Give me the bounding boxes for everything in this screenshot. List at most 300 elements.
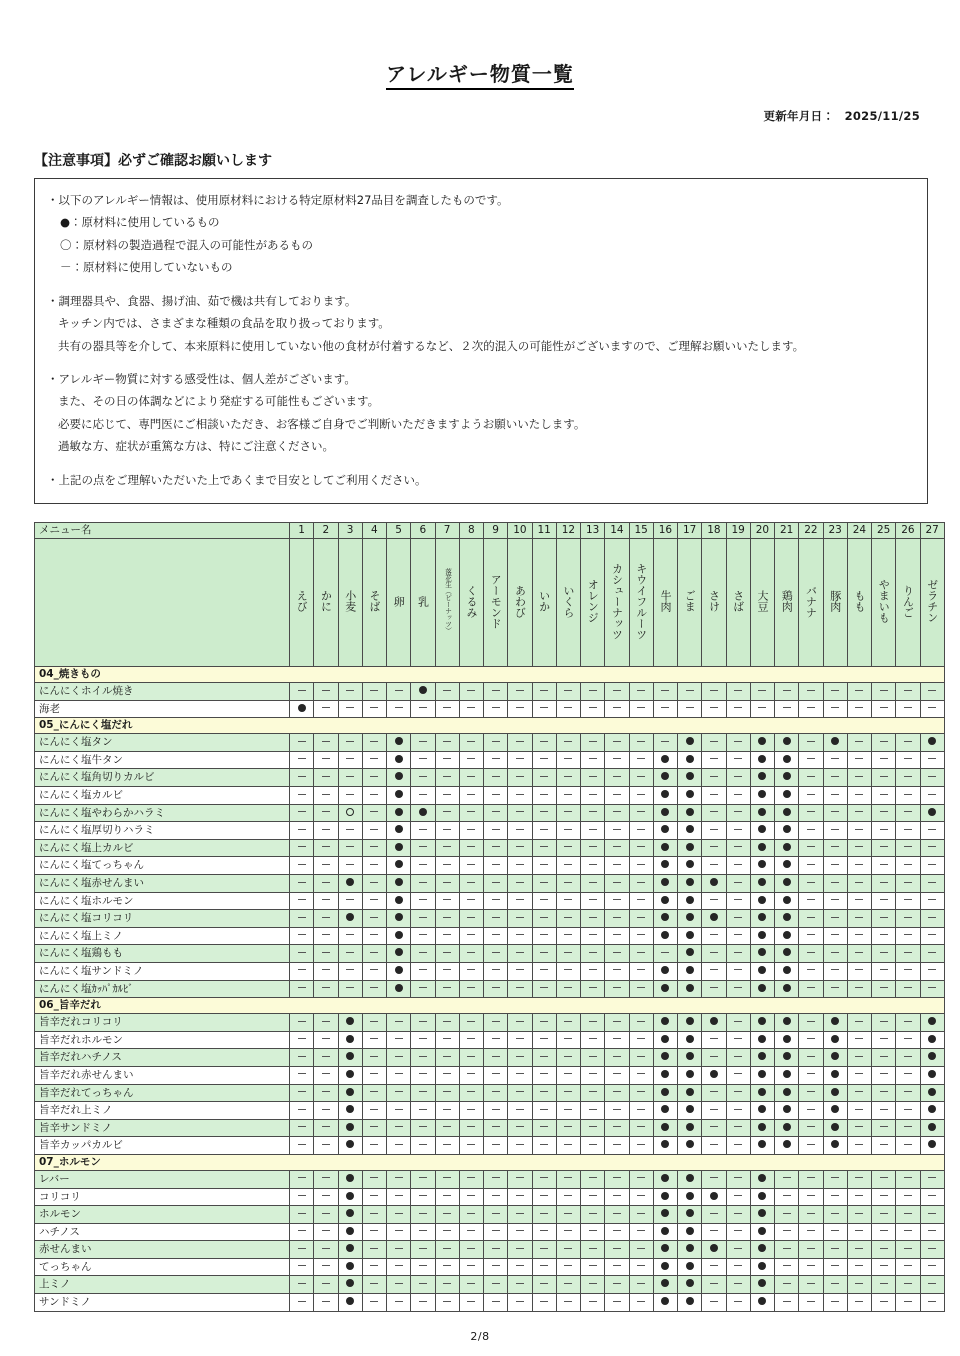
mark-none-icon [928,829,936,830]
allergen-cell-11 [532,962,556,980]
mark-none-icon [467,1126,475,1127]
mark-none-icon [831,952,839,953]
mark-none-icon [855,846,863,847]
footer-page-number: 2/8 [470,1329,490,1343]
mark-none-icon [589,1265,597,1266]
allergen-cell-9 [484,1276,508,1294]
allergen-cell-10 [508,892,532,910]
menu-item-name: 旨辛だれコリコリ [35,1014,290,1032]
allergen-cell-16 [653,910,677,928]
allergen-cell-9 [484,804,508,822]
allergen-cell-21 [775,804,799,822]
mark-contains-icon [783,1070,791,1078]
allergen-header-13 [581,539,605,667]
mark-contains-icon [710,1070,718,1078]
mark-none-icon [540,1038,548,1039]
mark-none-icon [540,690,548,691]
allergen-cell-4 [362,910,386,928]
allergen-cell-20 [750,787,774,805]
mark-none-icon [637,1091,645,1092]
allergen-cell-1 [290,1276,314,1294]
mark-contains-icon [395,860,403,868]
mark-none-icon [419,952,427,953]
mark-none-icon [904,1265,912,1266]
mark-none-icon [516,1144,524,1145]
mark-none-icon [855,811,863,812]
mark-none-icon [904,882,912,883]
menu-item-name: にんにく塩コリコリ [35,910,290,928]
mark-contains-icon [661,1123,669,1131]
mark-none-icon [346,758,354,759]
allergen-cell-3 [338,1137,362,1155]
mark-none-icon [928,1265,936,1266]
mark-none-icon [734,969,742,970]
mark-none-icon [637,1038,645,1039]
notice-box [34,178,928,504]
allergen-cell-14 [605,857,629,875]
allergen-cell-7 [435,683,459,701]
mark-none-icon [419,882,427,883]
allergen-cell-9 [484,683,508,701]
mark-none-icon [370,1021,378,1022]
allergen-cell-14 [605,1294,629,1312]
mark-none-icon [298,1038,306,1039]
allergen-cell-10 [508,839,532,857]
mark-contains-icon [831,737,839,745]
allergen-cell-27 [920,769,944,787]
allergen-cell-11 [532,857,556,875]
mark-contains-icon [346,1017,354,1025]
allergen-cell-14 [605,1031,629,1049]
notice-line: 過敏な方、症状が重篤な方は、特にご注意ください。 [58,439,334,454]
allergen-cell-22 [799,927,823,945]
allergen-cell-16 [653,1066,677,1084]
allergen-cell-23 [823,1170,847,1188]
allergen-cell-17 [678,927,702,945]
allergen-header-7 [435,539,459,667]
allergen-cell-14 [605,1258,629,1276]
allergen-cell-7 [435,1014,459,1032]
mark-none-icon [904,846,912,847]
allergen-cell-2 [314,1119,338,1137]
mark-none-icon [855,1109,863,1110]
mark-none-icon [904,969,912,970]
allergen-cell-26 [896,927,920,945]
mark-none-icon [516,1091,524,1092]
allergen-cell-13 [581,1084,605,1102]
allergen-cell-27 [920,1170,944,1188]
allergen-cell-7 [435,1137,459,1155]
allergen-cell-8 [459,1258,483,1276]
mark-none-icon [904,899,912,900]
menu-item-name: にんにくホイル焼き [35,683,290,701]
allergen-cell-11 [532,1066,556,1084]
mark-none-icon [298,1021,306,1022]
allergen-cell-15 [629,1119,653,1137]
allergen-cell-20 [750,875,774,893]
allergen-cell-5 [387,839,411,857]
mark-none-icon [564,1213,572,1214]
allergen-name-label: 豚肉 [828,590,842,613]
allergen-cell-10 [508,857,532,875]
mark-none-icon [516,864,524,865]
allergen-cell-12 [556,945,580,963]
allergen-cell-24 [847,751,871,769]
mark-none-icon [880,1144,888,1145]
allergen-cell-3 [338,769,362,787]
mark-none-icon [589,1213,597,1214]
notice-line: 必要に応じて、専門医にご相談いただき、お客様ご自身でご判断いただきますようお願いいたします。 [58,416,586,431]
allergen-cell-22 [799,1258,823,1276]
allergen-cell-1 [290,1258,314,1276]
allergen-cell-16 [653,1170,677,1188]
allergen-header-24 [847,539,871,667]
mark-none-icon [370,1213,378,1214]
mark-none-icon [613,846,621,847]
mark-none-icon [467,1109,475,1110]
mark-none-icon [492,1265,500,1266]
allergen-cell-21 [775,839,799,857]
mark-none-icon [419,1195,427,1196]
mark-none-icon [710,690,718,691]
mark-none-icon [395,1038,403,1039]
allergen-cell-12 [556,1188,580,1206]
mark-none-icon [540,846,548,847]
allergen-number-4: 4 [362,523,386,539]
mark-none-icon [758,690,766,691]
mark-none-icon [467,846,475,847]
allergen-cell-19 [726,1102,750,1120]
allergen-cell-13 [581,822,605,840]
mark-none-icon [855,1021,863,1022]
allergen-header-23 [823,539,847,667]
mark-none-icon [370,811,378,812]
mark-none-icon [928,794,936,795]
allergen-cell-15 [629,1102,653,1120]
allergen-cell-24 [847,700,871,718]
mark-none-icon [395,1109,403,1110]
allergen-cell-24 [847,1241,871,1259]
allergen-cell-2 [314,927,338,945]
mark-none-icon [443,794,451,795]
allergen-cell-18 [702,804,726,822]
allergen-cell-9 [484,734,508,752]
mark-contains-icon [783,737,791,745]
allergen-cell-23 [823,734,847,752]
allergen-header-21 [775,539,799,667]
mark-contains-icon [346,913,354,921]
allergen-cell-23 [823,683,847,701]
mark-contains-icon [758,825,766,833]
mark-none-icon [807,776,815,777]
allergen-cell-14 [605,1276,629,1294]
allergen-cell-14 [605,1014,629,1032]
allergen-number-1: 1 [290,523,314,539]
allergen-cell-24 [847,962,871,980]
allergen-cell-11 [532,751,556,769]
mark-none-icon [904,776,912,777]
allergen-cell-14 [605,945,629,963]
allergen-cell-2 [314,839,338,857]
allergen-cell-4 [362,980,386,998]
allergen-cell-15 [629,1049,653,1067]
allergen-cell-7 [435,1066,459,1084]
allergen-cell-20 [750,822,774,840]
mark-none-icon [419,1056,427,1057]
allergen-cell-10 [508,1188,532,1206]
mark-none-icon [516,969,524,970]
mark-none-icon [370,864,378,865]
mark-none-icon [710,1230,718,1231]
mark-none-icon [807,882,815,883]
allergen-cell-22 [799,1014,823,1032]
mark-none-icon [807,1283,815,1284]
mark-none-icon [637,1144,645,1145]
allergen-cell-3 [338,1014,362,1032]
allergen-cell-1 [290,1014,314,1032]
allergen-cell-19 [726,1066,750,1084]
allergen-cell-5 [387,875,411,893]
allergen-table-head [35,523,945,667]
mark-none-icon [807,1091,815,1092]
allergen-header-16 [653,539,677,667]
mark-none-icon [734,882,742,883]
mark-none-icon [370,707,378,708]
mark-contains-icon [661,755,669,763]
notice-spacer [47,458,915,469]
allergen-cell-1 [290,787,314,805]
mark-none-icon [370,1301,378,1302]
mark-none-icon [710,1038,718,1039]
allergen-cell-22 [799,1084,823,1102]
allergen-cell-19 [726,1137,750,1155]
menu-item-name: にんにく塩鶏もも [35,945,290,963]
allergen-cell-23 [823,804,847,822]
allergen-cell-10 [508,1258,532,1276]
allergen-cell-9 [484,892,508,910]
allergen-cell-20 [750,1206,774,1224]
allergen-header-22 [799,539,823,667]
allergen-cell-17 [678,892,702,910]
allergen-cell-26 [896,700,920,718]
mark-none-icon [928,1195,936,1196]
allergen-cell-2 [314,1188,338,1206]
mark-none-icon [322,1126,330,1127]
mark-none-icon [467,917,475,918]
allergen-cell-5 [387,1014,411,1032]
allergen-cell-4 [362,751,386,769]
mark-none-icon [807,811,815,812]
mark-none-icon [928,690,936,691]
mark-none-icon [831,969,839,970]
allergen-number-22: 22 [799,523,823,539]
mark-none-icon [346,899,354,900]
mark-none-icon [880,829,888,830]
allergen-cell-19 [726,683,750,701]
allergen-cell-26 [896,1031,920,1049]
mark-none-icon [831,917,839,918]
allergen-cell-12 [556,962,580,980]
allergen-cell-15 [629,945,653,963]
allergen-cell-6 [411,1102,435,1120]
allergen-cell-26 [896,857,920,875]
mark-none-icon [613,707,621,708]
allergen-cell-2 [314,892,338,910]
allergen-cell-17 [678,804,702,822]
mark-none-icon [589,846,597,847]
menu-item-name: にんにく塩サンドミノ [35,962,290,980]
mark-none-icon [516,987,524,988]
mark-none-icon [928,846,936,847]
allergen-cell-7 [435,910,459,928]
allergen-name-label: 牛肉 [658,590,672,613]
mark-none-icon [322,794,330,795]
mark-none-icon [540,794,548,795]
mark-none-icon [880,1213,888,1214]
allergen-cell-6 [411,751,435,769]
allergen-cell-18 [702,892,726,910]
allergen-cell-13 [581,1223,605,1241]
updated-date-row [24,108,936,124]
allergen-cell-10 [508,734,532,752]
mark-none-icon [589,1144,597,1145]
allergen-cell-25 [872,700,896,718]
mark-contains-icon [758,1279,766,1287]
allergen-cell-12 [556,1066,580,1084]
notice-line: ・調理器具や、食器、揚げ油、茹で機は共有しております。 [47,293,357,308]
table-row [35,1084,945,1102]
allergen-cell-27 [920,700,944,718]
mark-contains-icon [661,913,669,921]
allergen-cell-16 [653,683,677,701]
allergen-cell-3 [338,875,362,893]
allergen-cell-24 [847,1188,871,1206]
mark-contains-icon [686,737,694,745]
allergen-cell-22 [799,1241,823,1259]
allergen-cell-16 [653,1258,677,1276]
allergen-cell-27 [920,1102,944,1120]
mark-none-icon [589,758,597,759]
allergen-cell-11 [532,910,556,928]
table-row [35,1066,945,1084]
mark-none-icon [516,690,524,691]
mark-none-icon [880,846,888,847]
mark-none-icon [516,1021,524,1022]
allergen-cell-2 [314,945,338,963]
menu-item-name: にんにく塩ｶｯﾊﾟｶﾙﾋﾞ [35,980,290,998]
allergen-cell-19 [726,1276,750,1294]
allergen-cell-9 [484,700,508,718]
allergen-cell-22 [799,839,823,857]
allergen-cell-14 [605,1206,629,1224]
allergen-cell-27 [920,1258,944,1276]
menu-header-blank-cell [35,539,290,667]
allergen-cell-23 [823,927,847,945]
mark-contains-icon [395,931,403,939]
allergen-cell-10 [508,1031,532,1049]
mark-none-icon [419,1301,427,1302]
mark-none-icon [322,1144,330,1145]
mark-none-icon [395,1126,403,1127]
allergen-cell-18 [702,962,726,980]
mark-contains-icon [758,1088,766,1096]
allergen-cell-5 [387,1170,411,1188]
allergen-cell-26 [896,945,920,963]
allergen-cell-8 [459,875,483,893]
mark-none-icon [467,1177,475,1178]
mark-contains-icon [419,808,427,816]
allergen-name-label: 乳 [416,595,430,607]
allergen-cell-13 [581,945,605,963]
mark-none-icon [370,1109,378,1110]
allergen-cell-1 [290,980,314,998]
allergen-cell-22 [799,751,823,769]
allergen-cell-9 [484,945,508,963]
allergen-cell-15 [629,1276,653,1294]
table-row [35,683,945,701]
allergen-cell-24 [847,1119,871,1137]
mark-none-icon [589,690,597,691]
mark-none-icon [419,1248,427,1249]
mark-none-icon [613,1056,621,1057]
allergen-cell-24 [847,892,871,910]
mark-contains-icon [395,984,403,992]
allergen-cell-11 [532,1206,556,1224]
allergen-cell-23 [823,1188,847,1206]
allergen-cell-16 [653,945,677,963]
mark-contains-icon [758,1244,766,1252]
allergen-cell-19 [726,857,750,875]
mark-contains-icon [661,1209,669,1217]
mark-none-icon [880,934,888,935]
allergen-cell-13 [581,1066,605,1084]
allergen-cell-8 [459,787,483,805]
allergen-cell-15 [629,751,653,769]
mark-none-icon [564,969,572,970]
mark-contains-icon [758,737,766,745]
mark-none-icon [443,882,451,883]
mark-none-icon [346,952,354,953]
mark-none-icon [855,741,863,742]
allergen-name-label: いくら [561,584,575,618]
mark-none-icon [710,1177,718,1178]
allergen-cell-8 [459,1049,483,1067]
mark-none-icon [880,952,888,953]
allergen-cell-26 [896,1206,920,1224]
allergen-cell-4 [362,1223,386,1241]
mark-none-icon [589,987,597,988]
allergen-cell-11 [532,1294,556,1312]
mark-none-icon [613,1248,621,1249]
allergen-cell-26 [896,962,920,980]
mark-contains-icon [783,1123,791,1131]
allergen-cell-23 [823,700,847,718]
allergen-name-label: そば [367,590,381,613]
mark-none-icon [564,829,572,830]
mark-none-icon [322,987,330,988]
allergen-cell-15 [629,769,653,787]
allergen-cell-17 [678,700,702,718]
allergen-cell-19 [726,787,750,805]
allergen-cell-5 [387,683,411,701]
allergen-cell-1 [290,1084,314,1102]
mark-none-icon [419,1265,427,1266]
mark-none-icon [516,899,524,900]
allergen-cell-17 [678,1294,702,1312]
allergen-cell-5 [387,769,411,787]
mark-contains-icon [686,1297,694,1305]
allergen-cell-19 [726,1031,750,1049]
